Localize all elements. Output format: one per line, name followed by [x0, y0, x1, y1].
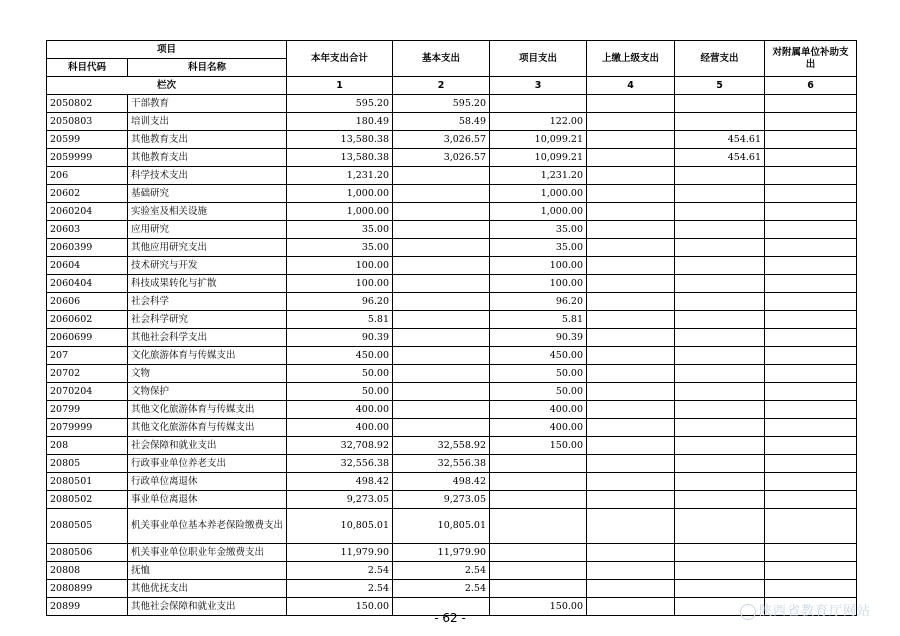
table-row	[47, 275, 857, 293]
row-basic: 58.49	[393, 113, 490, 131]
row-code: 20604	[47, 257, 128, 275]
row-total: 100.00	[287, 257, 393, 275]
row-upper	[587, 113, 675, 131]
row-total: 13,580.38	[287, 149, 393, 167]
row-subsidy	[765, 562, 857, 580]
row-name: 机关事业单位职业年金缴费支出	[128, 544, 287, 562]
row-name: 应用研究	[128, 221, 287, 239]
table-row	[47, 491, 857, 509]
row-basic	[393, 365, 490, 383]
table-row	[47, 473, 857, 491]
row-name: 技术研究与开发	[128, 257, 287, 275]
row-basic: 3,026.57	[393, 131, 490, 149]
row-basic	[393, 275, 490, 293]
row-code: 207	[47, 347, 128, 365]
row-name: 事业单位离退休	[128, 491, 287, 509]
row-name: 社会科学研究	[128, 311, 287, 329]
row-basic: 11,979.90	[393, 544, 490, 562]
row-name: 实验室及相关设施	[128, 203, 287, 221]
row-name: 文物	[128, 365, 287, 383]
row-code: 20702	[47, 365, 128, 383]
row-basic	[393, 401, 490, 419]
row-name: 行政事业单位养老支出	[128, 455, 287, 473]
row-name: 机关事业单位基本养老保险缴费支出	[128, 509, 287, 544]
table-row	[47, 149, 857, 167]
header-basic: 基本支出	[393, 41, 490, 77]
row-operating	[675, 167, 765, 185]
row-subsidy	[765, 419, 857, 437]
row-upper	[587, 580, 675, 598]
row-name: 干部教育	[128, 95, 287, 113]
row-upper	[587, 221, 675, 239]
row-basic: 595.20	[393, 95, 490, 113]
row-total: 50.00	[287, 383, 393, 401]
row-upper	[587, 562, 675, 580]
row-project	[490, 473, 587, 491]
watermark-logo-icon	[740, 604, 756, 620]
row-subsidy	[765, 473, 857, 491]
row-upper	[587, 347, 675, 365]
row-total: 5.81	[287, 311, 393, 329]
row-basic	[393, 203, 490, 221]
row-name: 抚恤	[128, 562, 287, 580]
row-basic	[393, 221, 490, 239]
row-operating	[675, 491, 765, 509]
row-total: 90.39	[287, 329, 393, 347]
row-name: 其他社会科学支出	[128, 329, 287, 347]
row-name: 其他优抚支出	[128, 580, 287, 598]
header-total: 本年支出合计	[287, 41, 393, 77]
table-row	[47, 203, 857, 221]
watermark	[740, 600, 871, 620]
row-subsidy	[765, 167, 857, 185]
row-project: 5.81	[490, 311, 587, 329]
header-index-2: 2	[393, 77, 490, 95]
row-subsidy	[765, 293, 857, 311]
row-name: 其他文化旅游体育与传媒支出	[128, 401, 287, 419]
row-project: 150.00	[490, 437, 587, 455]
row-basic: 2.54	[393, 580, 490, 598]
row-code: 20799	[47, 401, 128, 419]
row-subsidy	[765, 257, 857, 275]
row-operating	[675, 347, 765, 365]
table-row	[47, 113, 857, 131]
row-code: 2080505	[47, 509, 128, 544]
row-basic: 9,273.05	[393, 491, 490, 509]
table-row	[47, 95, 857, 113]
table-row	[47, 562, 857, 580]
row-subsidy	[765, 455, 857, 473]
row-basic: 3,026.57	[393, 149, 490, 167]
row-subsidy	[765, 113, 857, 131]
row-basic	[393, 347, 490, 365]
row-subsidy	[765, 131, 857, 149]
row-operating	[675, 544, 765, 562]
row-upper	[587, 239, 675, 257]
row-name: 其他文化旅游体育与传媒支出	[128, 419, 287, 437]
row-upper	[587, 329, 675, 347]
row-name: 社会保障和就业支出	[128, 437, 287, 455]
table-row	[47, 419, 857, 437]
row-code: 20602	[47, 185, 128, 203]
row-name: 科技成果转化与扩散	[128, 275, 287, 293]
row-total: 400.00	[287, 419, 393, 437]
table-row	[47, 311, 857, 329]
row-basic	[393, 185, 490, 203]
row-name: 科学技术支出	[128, 167, 287, 185]
row-basic: 498.42	[393, 473, 490, 491]
row-code: 2079999	[47, 419, 128, 437]
row-code: 208	[47, 437, 128, 455]
row-project: 35.00	[490, 221, 587, 239]
table-row	[47, 329, 857, 347]
row-code: 2060602	[47, 311, 128, 329]
row-subsidy	[765, 149, 857, 167]
table-row	[47, 131, 857, 149]
row-total: 180.49	[287, 113, 393, 131]
table-row	[47, 580, 857, 598]
table-row	[47, 221, 857, 239]
row-subsidy	[765, 491, 857, 509]
row-upper	[587, 95, 675, 113]
header-name: 科目名称	[128, 59, 287, 77]
row-name: 社会科学	[128, 293, 287, 311]
table-row	[47, 257, 857, 275]
watermark-text: 陕西省教育厅网站	[759, 604, 872, 619]
row-upper	[587, 455, 675, 473]
row-total: 400.00	[287, 401, 393, 419]
row-basic	[393, 257, 490, 275]
row-basic	[393, 419, 490, 437]
row-total: 10,805.01	[287, 509, 393, 544]
row-total: 100.00	[287, 275, 393, 293]
row-code: 2060399	[47, 239, 128, 257]
table-row	[47, 383, 857, 401]
row-total: 1,000.00	[287, 203, 393, 221]
row-upper	[587, 185, 675, 203]
table-row	[47, 455, 857, 473]
row-upper	[587, 311, 675, 329]
row-code: 20606	[47, 293, 128, 311]
row-project: 50.00	[490, 365, 587, 383]
table-row	[47, 509, 857, 544]
row-upper	[587, 544, 675, 562]
row-code: 20603	[47, 221, 128, 239]
row-code: 2060204	[47, 203, 128, 221]
row-total: 1,000.00	[287, 185, 393, 203]
row-basic: 32,556.38	[393, 455, 490, 473]
row-subsidy	[765, 95, 857, 113]
row-operating	[675, 95, 765, 113]
row-operating	[675, 383, 765, 401]
row-upper	[587, 491, 675, 509]
row-subsidy	[765, 347, 857, 365]
row-total: 11,979.90	[287, 544, 393, 562]
row-operating	[675, 509, 765, 544]
row-upper	[587, 437, 675, 455]
row-code: 20808	[47, 562, 128, 580]
table-row	[47, 401, 857, 419]
row-operating	[675, 401, 765, 419]
row-basic: 2.54	[393, 562, 490, 580]
row-project: 10,099.21	[490, 131, 587, 149]
row-code: 2059999	[47, 149, 128, 167]
row-total: 2.54	[287, 562, 393, 580]
header-code: 科目代码	[47, 59, 128, 77]
row-total: 96.20	[287, 293, 393, 311]
header-operating: 经营支出	[675, 41, 765, 77]
row-total: 2.54	[287, 580, 393, 598]
row-operating	[675, 473, 765, 491]
header-index-6: 6	[765, 77, 857, 95]
row-operating	[675, 203, 765, 221]
row-name: 其他教育支出	[128, 131, 287, 149]
row-code: 2070204	[47, 383, 128, 401]
row-subsidy	[765, 185, 857, 203]
row-total: 498.42	[287, 473, 393, 491]
row-upper	[587, 473, 675, 491]
row-subsidy	[765, 275, 857, 293]
row-operating	[675, 257, 765, 275]
row-project: 400.00	[490, 401, 587, 419]
row-total: 13,580.38	[287, 131, 393, 149]
row-project: 96.20	[490, 293, 587, 311]
row-project	[490, 95, 587, 113]
row-operating: 454.61	[675, 149, 765, 167]
row-operating	[675, 580, 765, 598]
row-basic	[393, 239, 490, 257]
row-upper	[587, 257, 675, 275]
row-project: 1,231.20	[490, 167, 587, 185]
row-upper	[587, 275, 675, 293]
row-code: 2050802	[47, 95, 128, 113]
header-row-label: 栏次	[47, 77, 287, 95]
row-code: 2080506	[47, 544, 128, 562]
row-operating	[675, 455, 765, 473]
table-row	[47, 347, 857, 365]
row-code: 2080502	[47, 491, 128, 509]
row-subsidy	[765, 383, 857, 401]
row-upper	[587, 401, 675, 419]
table-row	[47, 293, 857, 311]
table-row	[47, 185, 857, 203]
row-name: 基础研究	[128, 185, 287, 203]
row-subsidy	[765, 239, 857, 257]
row-project: 150.00	[490, 598, 587, 616]
row-operating	[675, 239, 765, 257]
header-index-4: 4	[587, 77, 675, 95]
page-number: - 62 -	[434, 611, 466, 625]
row-upper	[587, 293, 675, 311]
table-body	[47, 95, 857, 616]
row-project: 122.00	[490, 113, 587, 131]
row-project	[490, 562, 587, 580]
header-index-1: 1	[287, 77, 393, 95]
row-project	[490, 491, 587, 509]
row-basic	[393, 293, 490, 311]
header-subsidy: 对附属单位补助支出	[765, 41, 857, 77]
row-subsidy	[765, 221, 857, 239]
row-code: 2050803	[47, 113, 128, 131]
row-subsidy	[765, 544, 857, 562]
row-code: 2080501	[47, 473, 128, 491]
header-index-5: 5	[675, 77, 765, 95]
row-project	[490, 544, 587, 562]
row-total: 150.00	[287, 598, 393, 616]
row-basic: 32,558.92	[393, 437, 490, 455]
row-name: 文物保护	[128, 383, 287, 401]
row-project: 100.00	[490, 275, 587, 293]
row-basic	[393, 311, 490, 329]
row-code: 2080899	[47, 580, 128, 598]
row-project	[490, 455, 587, 473]
header-index-3: 3	[490, 77, 587, 95]
row-project: 1,000.00	[490, 185, 587, 203]
row-project	[490, 509, 587, 544]
row-upper	[587, 383, 675, 401]
row-name: 行政单位离退休	[128, 473, 287, 491]
row-basic	[393, 329, 490, 347]
row-subsidy	[765, 365, 857, 383]
row-name: 培训支出	[128, 113, 287, 131]
row-upper	[587, 203, 675, 221]
row-basic	[393, 383, 490, 401]
row-project: 450.00	[490, 347, 587, 365]
table-row	[47, 544, 857, 562]
row-code: 206	[47, 167, 128, 185]
header-project: 项目	[47, 41, 287, 59]
row-project: 35.00	[490, 239, 587, 257]
table-row	[47, 239, 857, 257]
row-project: 400.00	[490, 419, 587, 437]
row-operating: 454.61	[675, 131, 765, 149]
row-operating	[675, 437, 765, 455]
row-total: 50.00	[287, 365, 393, 383]
row-operating	[675, 293, 765, 311]
row-total: 1,231.20	[287, 167, 393, 185]
row-upper	[587, 131, 675, 149]
row-code: 20805	[47, 455, 128, 473]
row-project	[490, 580, 587, 598]
row-operating	[675, 113, 765, 131]
row-name: 其他应用研究支出	[128, 239, 287, 257]
row-project: 1,000.00	[490, 203, 587, 221]
header-upper: 上缴上级支出	[587, 41, 675, 77]
row-operating	[675, 365, 765, 383]
row-total: 595.20	[287, 95, 393, 113]
row-operating	[675, 419, 765, 437]
row-basic	[393, 167, 490, 185]
row-total: 450.00	[287, 347, 393, 365]
header-project-expenditure: 项目支出	[490, 41, 587, 77]
row-subsidy	[765, 437, 857, 455]
table-row	[47, 437, 857, 455]
expenditure-table	[46, 40, 857, 616]
row-subsidy	[765, 203, 857, 221]
row-subsidy	[765, 509, 857, 544]
row-name: 文化旅游体育与传媒支出	[128, 347, 287, 365]
row-project: 100.00	[490, 257, 587, 275]
row-code: 20899	[47, 598, 128, 616]
row-operating	[675, 562, 765, 580]
table-row	[47, 167, 857, 185]
row-code: 2060699	[47, 329, 128, 347]
row-code: 2060404	[47, 275, 128, 293]
row-upper	[587, 419, 675, 437]
row-code: 20599	[47, 131, 128, 149]
row-subsidy	[765, 329, 857, 347]
table-row	[47, 365, 857, 383]
row-name: 其他社会保障和就业支出	[128, 598, 287, 616]
row-operating	[675, 275, 765, 293]
row-operating	[675, 221, 765, 239]
row-operating	[675, 311, 765, 329]
row-upper	[587, 365, 675, 383]
row-subsidy	[765, 580, 857, 598]
row-total: 32,708.92	[287, 437, 393, 455]
row-total: 9,273.05	[287, 491, 393, 509]
row-operating	[675, 185, 765, 203]
row-basic: 10,805.01	[393, 509, 490, 544]
row-subsidy	[765, 401, 857, 419]
row-name: 其他教育支出	[128, 149, 287, 167]
row-upper	[587, 167, 675, 185]
row-project: 50.00	[490, 383, 587, 401]
row-project: 10,099.21	[490, 149, 587, 167]
row-upper	[587, 509, 675, 544]
row-total: 35.00	[287, 221, 393, 239]
row-project: 90.39	[490, 329, 587, 347]
row-subsidy	[765, 311, 857, 329]
row-total: 32,556.38	[287, 455, 393, 473]
row-upper	[587, 149, 675, 167]
row-operating	[675, 329, 765, 347]
row-total: 35.00	[287, 239, 393, 257]
